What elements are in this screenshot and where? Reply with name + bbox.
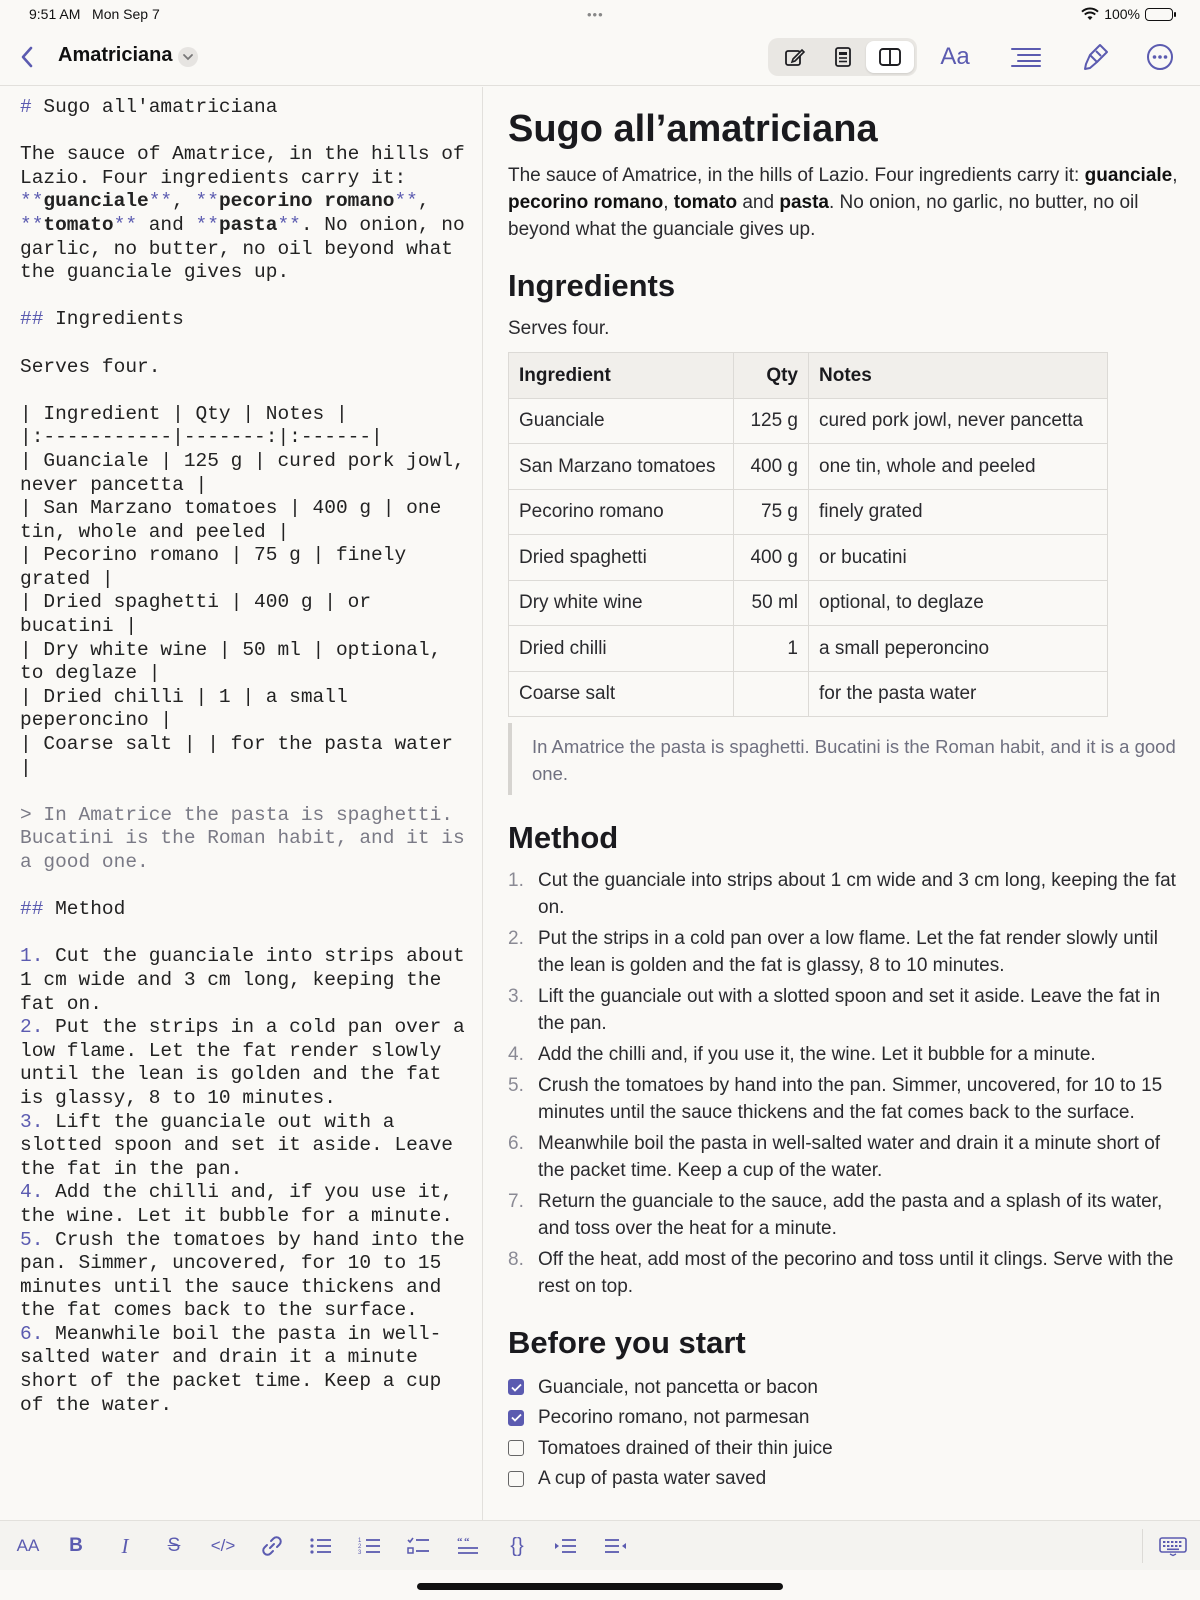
outline-icon [1010, 46, 1042, 68]
table-cell: optional, to deglaze [809, 580, 1108, 626]
quote-icon [456, 1536, 480, 1556]
step-text: Put the strips in a cold pan over a low flame. Let the fat render slowly until the lean is golden and the fat is glassy, 8 to 10 minutes. [538, 928, 1158, 976]
multitasking-dots-icon[interactable]: ••• [587, 7, 604, 22]
table-cell: Coarse salt [509, 671, 734, 717]
checklist-button[interactable] [403, 1531, 435, 1561]
step-text: Cut the guanciale into strips about 1 cm wide and 3 cm long, keeping the fat on. [538, 870, 1176, 918]
numbered-list-button[interactable] [354, 1531, 386, 1561]
step-number: 8. [508, 1249, 524, 1270]
table-cell: 75 g [734, 489, 809, 535]
method-step [508, 1188, 1184, 1242]
table-cell: 50 ml [734, 580, 809, 626]
status-right [1081, 6, 1173, 22]
table-header-row [509, 353, 1108, 399]
editor-line[interactable]: | Pecorino romano | 75 g | finely grated | [20, 544, 418, 590]
table-header: Notes [809, 353, 1108, 399]
bulleted-list-button[interactable] [305, 1531, 337, 1561]
bold-button[interactable] [60, 1531, 92, 1561]
svg-text:“: “ [457, 1536, 463, 1548]
table-cell: 400 g [734, 444, 809, 490]
checklist-item [508, 1372, 1184, 1403]
table-cell: San Marzano tomatoes [509, 444, 734, 490]
table-row [509, 671, 1108, 717]
indent-icon [554, 1536, 578, 1556]
formatting-toolbar [0, 1520, 1200, 1570]
edit-mode-icon [784, 46, 806, 68]
before-start-heading: Before you start [508, 1325, 746, 1360]
code-block-button[interactable] [501, 1531, 533, 1561]
view-mode-segmented-control [768, 38, 917, 76]
table-cell: Dried chilli [509, 626, 734, 672]
link-icon [261, 1535, 283, 1557]
svg-text:2: 2 [358, 1544, 362, 1550]
italic-icon: I [121, 1533, 129, 1558]
checkbox-unchecked[interactable] [508, 1471, 524, 1487]
markdown-editor[interactable] [20, 96, 477, 1520]
table-row [509, 489, 1108, 535]
editor-line[interactable]: | Dried spaghetti | 400 g | or bucatini | [20, 591, 383, 638]
back-button[interactable] [12, 42, 42, 72]
method-step [508, 1072, 1184, 1126]
italic-button[interactable] [109, 1531, 141, 1561]
document-title[interactable]: Amatriciana [58, 44, 173, 66]
editor-line[interactable]: 2. Put the strips in a cold pan over a low flame. Let the fat render slowly until the lean is golden and the fat is glassy, 8 to 10 minutes. [20, 1016, 477, 1109]
brush-icon [1082, 42, 1110, 72]
method-step [508, 925, 1184, 979]
edit-mode-button[interactable] [771, 41, 819, 73]
font-settings-button[interactable] [937, 40, 973, 74]
split-divider[interactable] [482, 87, 483, 1520]
table-row [509, 626, 1108, 672]
table-row [509, 580, 1108, 626]
step-text: Crush the tomatoes by hand into the pan. Simmer, uncovered, for 10 to 15 minutes until the sauce thickens and the fat comes back to the surface. [538, 1075, 1163, 1123]
method-heading: Method [508, 820, 619, 855]
table-cell: Dry white wine [509, 580, 734, 626]
editor-line[interactable]: ## Ingredients [20, 308, 184, 331]
font-icon: Aa [940, 43, 970, 70]
editor-line[interactable]: # Sugo all'amatriciana [20, 96, 278, 118]
checklist-label: Pecorino romano, not parmesan [538, 1407, 810, 1429]
editor-line[interactable]: 1. Cut the guanciale into strips about 1 cm wide and 3 cm long, keeping the fat on. [20, 945, 477, 1015]
split-view-button[interactable] [866, 41, 914, 73]
editor-line[interactable]: > In Amatrice the pasta is spaghetti. Bucatini is the Roman habit, and it is a good one. [20, 803, 477, 873]
editor-line[interactable]: 3. Lift the guanciale out with a slotted spoon and set it aside. Leave the fat in the pan. [20, 1110, 465, 1180]
method-list [508, 867, 1184, 1300]
checklist-item [508, 1433, 1184, 1464]
editor-line[interactable]: | Dry white wine | 50 ml | optional, to deglaze | [20, 638, 453, 685]
step-number: 3. [508, 986, 524, 1007]
editor-blank-line[interactable] [20, 285, 470, 309]
bulleted-list-icon [309, 1536, 333, 1556]
checklist-icon [407, 1536, 431, 1556]
table-cell [734, 671, 809, 717]
back-chevron-icon [20, 46, 34, 68]
step-number: 1. [508, 870, 524, 891]
checkbox-checked[interactable] [508, 1410, 524, 1426]
keyboard-button[interactable] [1155, 1531, 1191, 1561]
editor-blank-line[interactable] [20, 780, 470, 804]
theme-button[interactable] [1078, 40, 1114, 74]
keyboard-icon [1159, 1536, 1187, 1556]
method-step [508, 1130, 1184, 1184]
table-row [509, 535, 1108, 581]
outline-button[interactable] [1008, 40, 1044, 74]
preview-mode-icon [833, 46, 853, 68]
more-button[interactable] [1142, 40, 1178, 74]
table-cell: Dried spaghetti [509, 535, 734, 581]
step-text: Off the heat, add most of the pecorino and toss until it clings. Serve with the rest on top. [538, 1249, 1174, 1297]
table-cell: 400 g [734, 535, 809, 581]
rendered-preview [508, 96, 1184, 1520]
method-step [508, 983, 1184, 1037]
editor-line[interactable]: ## Method [20, 898, 126, 921]
step-text: Meanwhile boil the pasta in well-salted water and drain it a minute short of the packet time. Keep a cup of the water. [538, 1133, 1161, 1181]
editor-line[interactable]: | Coarse salt | | for the pasta water | [20, 733, 465, 779]
title-menu-button[interactable] [178, 47, 198, 67]
ingredients-heading: Ingredients [508, 268, 676, 303]
editor-line[interactable]: | Dried chilli | 1 | a small peperoncino | [20, 685, 360, 732]
editor-blank-line[interactable] [20, 922, 470, 946]
table-cell: Pecorino romano [509, 489, 734, 535]
table-cell: cured pork jowl, never pancetta [809, 398, 1108, 444]
checklist-label: A cup of pasta water saved [538, 1468, 767, 1490]
bold-icon: B [69, 1535, 83, 1556]
editor-line[interactable]: 4. Add the chilli and, if you use it, the wine. Let it bubble for a minute. [20, 1181, 465, 1227]
step-text: Lift the guanciale out with a slotted spoon and set it aside. Leave the fat in the pan. [538, 986, 1161, 1034]
editor-line[interactable]: |:-----------|-------:|:------| [20, 426, 383, 449]
home-indicator[interactable] [417, 1583, 783, 1590]
outdent-button[interactable] [599, 1531, 631, 1561]
editor-line[interactable]: The sauce of Amatrice, in the hills of Lazio. Four ingredients carry it: **guanciale**, **pecorino romano**, **tomato** and **pasta**. No onion, no garlic, no butter, no oil beyond what the guanciale gives up. [20, 143, 477, 284]
ingredients-table [508, 352, 1108, 717]
step-number: 2. [508, 928, 524, 949]
preview-title: Sugo all’amatriciana [508, 108, 878, 150]
editor-line[interactable]: 5. Crush the tomatoes by hand into the pan. Simmer, uncovered, for 10 to 15 minutes until the sauce thickens and the fat comes back to the surface. [20, 1228, 477, 1322]
step-number: 5. [508, 1075, 524, 1096]
svg-text:1: 1 [358, 1538, 362, 1544]
checkmark-icon [511, 1383, 522, 1392]
status-time: 9:51 AM Mon Sep 7 [29, 6, 160, 22]
method-step [508, 1041, 1184, 1068]
status-bar [0, 0, 1200, 28]
editor-blank-line[interactable] [20, 875, 470, 899]
code-block-icon: {} [510, 1534, 524, 1557]
editor-line[interactable]: Serves four. [20, 355, 161, 378]
svg-text:3: 3 [358, 1550, 362, 1556]
numbered-list-icon [358, 1536, 382, 1556]
checklist-label: Guanciale, not pancetta or bacon [538, 1376, 818, 1398]
step-number: 4. [508, 1044, 524, 1065]
table-cell: a small peperoncino [809, 626, 1108, 672]
editor-line[interactable]: | San Marzano tomatoes | 400 g | one tin, whole and peeled | [20, 497, 453, 543]
method-step [508, 867, 1184, 921]
table-cell: 125 g [734, 398, 809, 444]
inline-code-button[interactable] [207, 1531, 239, 1561]
editor-line[interactable]: | Guanciale | 125 g | cured pork jowl, never pancetta | [20, 449, 477, 496]
table-cell: one tin, whole and peeled [809, 444, 1108, 490]
editor-blank-line[interactable] [20, 332, 470, 356]
quote-button[interactable] [452, 1531, 484, 1561]
checklist-label: Tomatoes drained of their thin juice [538, 1437, 833, 1459]
editor-blank-line[interactable] [20, 379, 470, 403]
table-cell: Guanciale [509, 398, 734, 444]
outdent-icon [603, 1536, 627, 1556]
preview-intro: The sauce of Amatrice, in the hills of Lazio. Four ingredients carry it: guanciale, pecorino romano, tomato and pasta. No onion, no garlic, no butter, no oil beyond what the guanciale gives up. [508, 165, 1178, 240]
split-view-icon [878, 47, 902, 67]
step-number: 7. [508, 1191, 524, 1212]
text-size-icon: AA [16, 1536, 40, 1555]
table-cell: finely grated [809, 489, 1108, 535]
table-header: Ingredient [509, 353, 734, 399]
wifi-icon [1081, 8, 1099, 21]
table-cell: for the pasta water [809, 671, 1108, 717]
step-text: Return the guanciale to the sauce, add the pasta and a splash of its water, and toss over the heat for a minute. [538, 1191, 1163, 1239]
strikethrough-icon: S [167, 1535, 181, 1556]
toolbar-divider [1142, 1529, 1143, 1563]
navigation-bar [0, 28, 1200, 86]
checkbox-checked[interactable] [508, 1379, 524, 1395]
table-row [509, 444, 1108, 490]
checklist [508, 1372, 1184, 1494]
method-step [508, 1246, 1184, 1300]
editor-line[interactable]: | Ingredient | Qty | Notes | [20, 402, 348, 425]
strikethrough-button[interactable] [158, 1531, 190, 1561]
code-icon: </> [210, 1536, 236, 1555]
chevron-down-icon [183, 54, 193, 61]
checkbox-unchecked[interactable] [508, 1440, 524, 1456]
blockquote: In Amatrice the pasta is spaghetti. Bucatini is the Roman habit, and it is a good one. [508, 723, 1184, 795]
preview-mode-button[interactable] [819, 41, 867, 73]
table-cell: or bucatini [809, 535, 1108, 581]
step-number: 6. [508, 1133, 524, 1154]
editor-line[interactable]: 6. Meanwhile boil the pasta in well-salted water and drain it a minute short of the packet time. Keep a cup of the water. [20, 1322, 453, 1416]
indent-button[interactable] [550, 1531, 582, 1561]
checklist-item [508, 1464, 1184, 1495]
more-icon [1146, 43, 1174, 71]
step-text: Add the chilli and, if you use it, the wine. Let it bubble for a minute. [538, 1044, 1096, 1065]
checklist-item [508, 1403, 1184, 1434]
text-size-button[interactable] [12, 1531, 44, 1561]
table-row [509, 398, 1108, 444]
battery-icon [1145, 8, 1173, 21]
link-button[interactable] [256, 1531, 288, 1561]
editor-blank-line[interactable] [20, 120, 470, 144]
battery-percent: 100% [1104, 6, 1140, 22]
table-cell: 1 [734, 626, 809, 672]
table-header: Qty [734, 353, 809, 399]
checkmark-icon [511, 1413, 522, 1422]
serves-text: Serves four. [508, 318, 610, 339]
svg-text:“: “ [464, 1536, 470, 1548]
